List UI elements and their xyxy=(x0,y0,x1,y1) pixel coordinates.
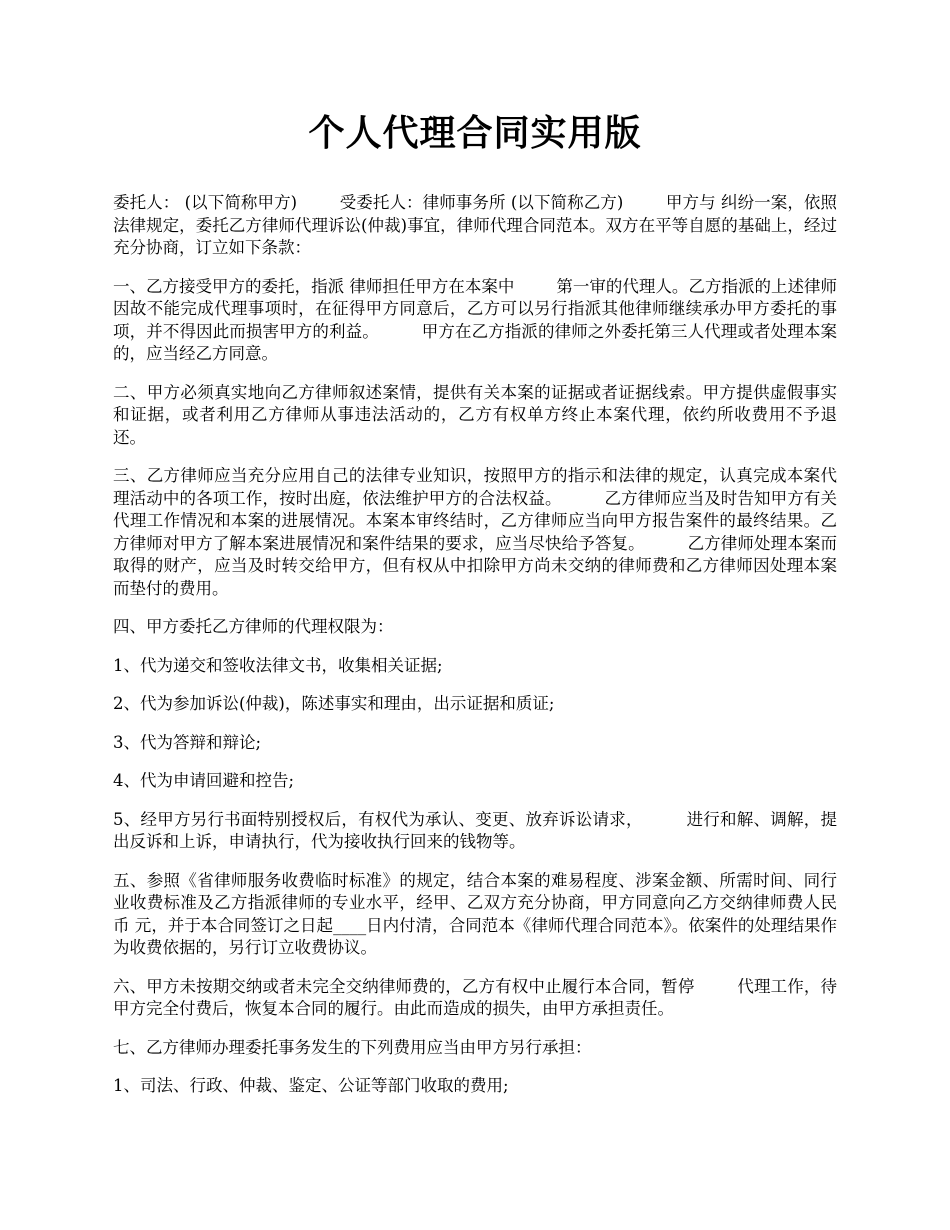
clause-4-item-3: 3、代为答辩和辩论; xyxy=(113,732,262,752)
clause-4-item-4: 4、代为申请回避和控告; xyxy=(113,771,295,790)
clause-2-paragraph: 二、甲方必须真实地向乙方律师叙述案情，提供有关本案的证据或者证据线索。甲方提供虚假事实和证据，或者利用乙方律师从事违法活动的，乙方有权单方终止本案代理，依约所收费用不予退还。 xyxy=(113,382,837,447)
clause-6-paragraph: 六、甲方未按期交纳或者未完全交纳律师费的，乙方有权中止履行本合同，暂停 代理工作，待甲方完全付费后，恢复本合同的履行。由此而造成的损失，由甲方承担责任。 xyxy=(113,976,837,1018)
clause-7-heading: 七、乙方律师办理委托事务发生的下列费用应当由甲方另行承担： xyxy=(113,1037,592,1057)
clause-4-item-5: 5、经甲方另行书面特别授权后，有权代为承认、变更、放弃诉讼请求， 进行和解、调解，提出反诉和上诉，申请执行，代为接收执行回来的钱物等。 xyxy=(113,809,837,851)
clause-4-heading: 四、甲方委托乙方律师的代理权限为： xyxy=(113,617,394,636)
clause-5-paragraph: 五、参照《省律师服务收费临时标准》的规定，结合本案的难易程度、涉案金额、所需时间、同行业收费标准及乙方指派律师的专业水平，经甲、乙双方充分协商，甲方同意向乙方交纳律师费人民币 元，并于本合同签订之日起____日内付清，合同范本《律师代理合同范本》。依案件的处理结果作为收费依据的，另行订立收费协议。 xyxy=(113,870,837,957)
preamble-paragraph: 委托人： (以下简称甲方) 受委托人：律师事务所 (以下简称乙方) 甲方与 纠纷一案，依照法律规定，委托乙方律师代理诉讼(仲裁)事宜，律师代理合同范本。双方在平等自愿的基础上，经过充分协商，订立如下条款： xyxy=(113,193,837,257)
clause-3-paragraph: 三、乙方律师应当充分应用自己的法律专业知识，按照甲方的指示和法律的规定，认真完成本案代理活动中的各项工作，按时出庭，依法维护甲方的合法权益。 乙方律师应当及时告知甲方有关代理工作情况和本案的进展情况。本案本审终结时，乙方律师应当向甲方报告案件的最终结果。乙方律师对甲方了解本案进展情况和案件结果的要求，应当尽快给予答复。 乙方律师处理本案而取得的财产，应当及时转交给甲方，但有权从中扣除甲方尚未交纳的律师费和乙方律师因处理本案而垫付的费用。 xyxy=(113,466,837,598)
clause-1-paragraph: 一、乙方接受甲方的委托，指派 律师担任甲方在本案中 第一审的代理人。乙方指派的上述律师因故不能完成代理事项时，在征得甲方同意后，乙方可以另行指派其他律师继续承办甲方委托的事项，并不得因此而损害甲方的利益。 甲方在乙方指派的律师之外委托第三人代理或者处理本案的，应当经乙方同意。 xyxy=(113,276,837,363)
clause-7-item-1: 1、司法、行政、仲裁、鉴定、公证等部门收取的费用; xyxy=(113,1076,509,1095)
clause-4-item-1: 1、代为递交和签收法律文书，收集相关证据; xyxy=(113,655,443,675)
clause-4-item-2: 2、代为参加诉讼(仲裁)，陈述事实和理由，出示证据和质证; xyxy=(113,694,555,713)
document-title: 个人代理合同实用版 xyxy=(308,112,642,154)
